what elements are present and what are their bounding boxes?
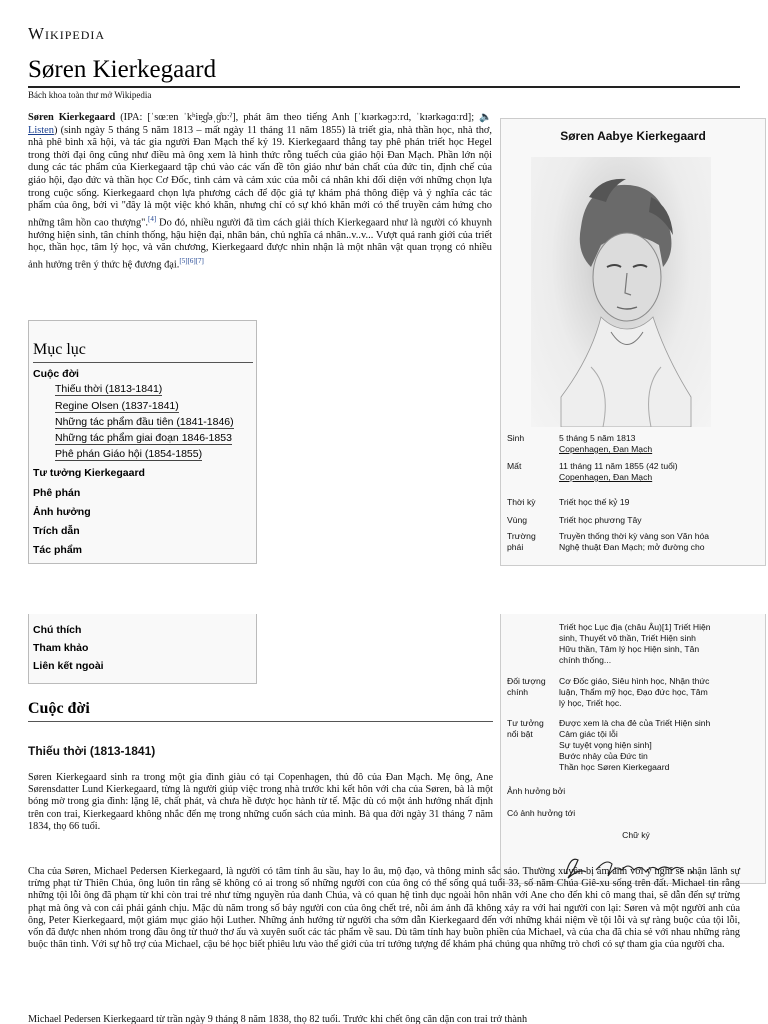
wikipedia-logo[interactable]: Wikipedia — [28, 24, 106, 43]
lead-subject-name: Søren Kierkegaard — [28, 112, 116, 123]
toc-subitem[interactable]: Regine Olsen (1837-1841) — [55, 400, 179, 412]
lead-body-1: ) (sinh ngày 5 tháng 5 năm 1813 – mất ngày 11 tháng 11 năm 1855) là triết gia, nhà thần học, nhà thơ, nhà phê bình xã hội, và tác gia người Đan Mạch thế kỷ 19. Kierkegaard thẳng tay phê phán triết học Hegel trong thời đại ông cũng như điều mà ông xem là hình thức rỗng tuếch của giáo hội Đan Mạch. Phần lớn nội dung các tác phẩm của Kierkegaard tập chú vào các vấn đề tôn giáo như bản chất của đức tin, định chế của giáo hội, đạo đức và thần học Cơ Đốc, tình cảm và cảm xúc của mỗi cá nhân khi đối diện với những chọn lựa trong cuộc sống. Kierkegaard chọn lựa phương cách để độc giả tự khám phá thông điệp và ý nghĩa các tác phẩm của ông, bởi vì "đây là một việc khó khăn, nhưng chỉ có sự khó khăn mới có thể truyền cảm hứng cho những tâm hồn cao thượng". — [28, 124, 492, 229]
infobox-value[interactable]: Được xem là cha đẻ của Triết Hiện sinh Cảm giác tội lỗi Sự tuyệt vọng hiện sinh] Bước nhảy của Đức tin Thần học Søren Kierkegaard — [559, 718, 711, 772]
toc-item-tham-khao[interactable]: Tham khảo — [33, 642, 89, 654]
infobox-value[interactable]: Triết học Lục địa (châu Âu)[1] Triết Hiện sinh, Thuyết vô thần, Triết Hiện sinh Hữu thần, Tâm lý học Hiện sinh, Tân chính thống... — [559, 622, 711, 665]
speaker-icon[interactable]: 🔈 — [479, 112, 492, 123]
infobox-continued — [500, 614, 766, 884]
infobox-value[interactable]: Triết học thế kỷ 19 — [559, 497, 630, 507]
page-title: Søren Kierkegaard — [28, 56, 217, 83]
infobox-key: Vùng — [507, 515, 528, 525]
body-paragraph: Søren Kierkegaard sinh ra trong một gia đình giàu có tại Copenhagen, thủ đô của Đan Mạch. Mẹ ông, Ane Sørensdatter Lund Kierkegaard, từng là người giúp việc trong nhà trước khi kết hôn với cha của Søren, bà là một bóng mờ trong gia đình: lặng lẽ, chất phát, và chưa hề được học hành từ tế. Mặc dù có một ảnh hưởng nhất định trên con trai, Kierkegaard không nhắc đến mẹ trong những cuốn sách của mình. Bà qua đời ngày 31 tháng 7 năm 1834, thọ 66 tuổi. — [28, 772, 493, 832]
citation-ref[interactable]: [5][6][7] — [179, 257, 204, 265]
toc-item-chu-thich[interactable]: Chú thích — [33, 624, 82, 636]
infobox-title: Søren Aabye Kierkegaard — [560, 129, 706, 143]
infobox-value: 11 tháng 11 năm 1855 (42 tuổi) Copenhagen, Đan Mạch — [559, 461, 678, 482]
portrait-image[interactable] — [531, 157, 711, 427]
listen-link[interactable]: Listen — [28, 124, 54, 136]
toc-subitem[interactable]: Những tác phẩm giai đoạn 1846-1853 — [55, 432, 232, 444]
infobox-key: Trường phái — [507, 531, 536, 552]
infobox-value[interactable]: Triết học phương Tây — [559, 515, 642, 525]
infobox-key: Thời kỳ — [507, 497, 536, 507]
toc-item-phe-phan[interactable]: Phê phán — [33, 487, 81, 499]
infobox-value: 5 tháng 5 năm 1813 Copenhagen, Đan Mạch — [559, 433, 653, 454]
lead-body-2: Do đó, nhiều người đã tìm cách giải thích Kierkegaard như là người có khuynh hướng hiện sinh, tân chính thống, hậu hiện đại, nhân bản, chủ nghĩa cá nhân..v..v... Vượt quá ranh giới của triết học, thần học, tâm lý học, và văn chương, Kierkegaard được nhìn nhận là một nhân vật quan trọng có nhiều ảnh hưởng trên ý thức hệ đương đại. — [28, 217, 492, 271]
lead-ipa: (IPA: [ˈsœːɐn ˈkʰiɐ̯ɡ̊əˌɡ̊ɒːˀ], phát âm theo tiếng Anh [ˈkɪərkəɡɔːrd, ˈkɪərkəɡɑːrd]; — [115, 112, 480, 123]
lead-paragraph — [28, 112, 492, 272]
subsection-heading: Thiếu thời (1813-1841) — [28, 744, 156, 758]
infobox-value[interactable]: Truyền thống thời kỳ vàng son Văn hóa Nghệ thuật Đan Mạch; mở đường cho — [559, 531, 710, 552]
table-of-contents-continued — [28, 614, 257, 684]
section-heading: Cuộc đời — [28, 700, 90, 717]
infobox-key: Mất — [507, 461, 522, 471]
page-tagline: Bách khoa toàn thư mở Wikipedia — [28, 90, 152, 100]
toc-heading: Mục lục — [33, 341, 86, 358]
toc-subitem[interactable]: Thiếu thời (1813-1841) — [55, 383, 163, 395]
body-paragraph: Michael Pedersen Kierkegaard từ trần ngày 9 tháng 8 năm 1838, thọ 82 tuổi. Trước khi chết ông căn dặn con trai trở thành — [28, 1014, 528, 1024]
toc-item-anh-huong[interactable]: Ảnh hưởng — [33, 506, 91, 518]
toc-item-tu-tuong[interactable]: Tư tưởng Kierkegaard — [33, 467, 145, 479]
infobox-signature-label: Chữ ký — [622, 830, 650, 840]
toc-subitem[interactable]: Phê phán Giáo hội (1854-1855) — [55, 448, 203, 460]
body-paragraph: Cha của Søren, Michael Pedersen Kierkegaard, là người có tâm tính âu sầu, hay lo âu, mộ đạo, và thông minh sắc sảo. Thường xuyên bị ám ảnh với ý nghĩ sẽ nhận lãnh sự trừng phạt từ Thiên Chúa, ông luôn tin rằng sẽ không có ai trong số những người con của ông có thể sống quá tuổi 33, số năm Chúa Giê-xu sống trên đất. Michael tin rằng những tội lỗi ông đã phạm từ khi còn trai trẻ như từng nguyền rủa danh Chúa, và có quan hệ tình dục ngoài hôn nhân với Ane cho đến khi cô mang thai, sẽ dẫn đến sự trừng phạt mà ông và con cái phải gánh chịu. Mặc dù năm trong số bảy người con của ông chết trẻ, nỗi ám ảnh đã không xảy ra với hai người con lại: Søren và một người anh của ông, Peter Kierkegaard, một giám mục giáo hội Luther. Những ảnh hưởng từ người cha sớm dẫn Kierkegaard đến với những khái niệm về tội lỗi và sự ràng buộc của tội lỗi, vốn đã được nhen nhóm trong đầu ông từ thuở thơ ấu và xuyên suốt các tác phẩm về sau. Dù tâm tính hay buồn phiền của Michael, và của cha đã chia sẻ với nhau những ràng buộc thân tình. Với sự hỗ trợ của Michael, cậu bé học biết phiêu lưu vào thế giới của trí tưởng tượng để khám phá chúng qua những trò chơi có sự tham gia của người cha. — [28, 866, 740, 951]
title-divider — [28, 86, 740, 88]
toc-item-tac-pham[interactable]: Tác phẩm — [33, 544, 83, 556]
toc-item-cuoc-doi[interactable]: Cuộc đời — [33, 368, 79, 380]
toc-subitem[interactable]: Những tác phẩm đầu tiên (1841-1846) — [55, 416, 234, 428]
section-divider — [28, 721, 493, 722]
infobox-key: Có ảnh hưởng tới — [507, 808, 576, 818]
infobox — [500, 118, 766, 566]
table-of-contents — [28, 320, 257, 564]
toc-item-lien-ket-ngoai[interactable]: Liên kết ngoài — [33, 660, 104, 672]
infobox-key: Đối tượng chính — [507, 676, 546, 697]
citation-ref[interactable]: [4] — [148, 214, 157, 223]
toc-divider — [33, 362, 253, 363]
infobox-key: Tư tưởng nổi bật — [507, 718, 544, 739]
infobox-key: Ảnh hưởng bởi — [507, 786, 566, 796]
portrait-drawing — [531, 157, 711, 427]
infobox-value[interactable]: Cơ Đốc giáo, Siêu hình học, Nhận thức luận, Thẩm mỹ học, Đạo đức học, Tâm lý học, Triết học. — [559, 676, 710, 708]
toc-item-trich-dan[interactable]: Trích dẫn — [33, 525, 80, 537]
infobox-key: Sinh — [507, 433, 525, 443]
